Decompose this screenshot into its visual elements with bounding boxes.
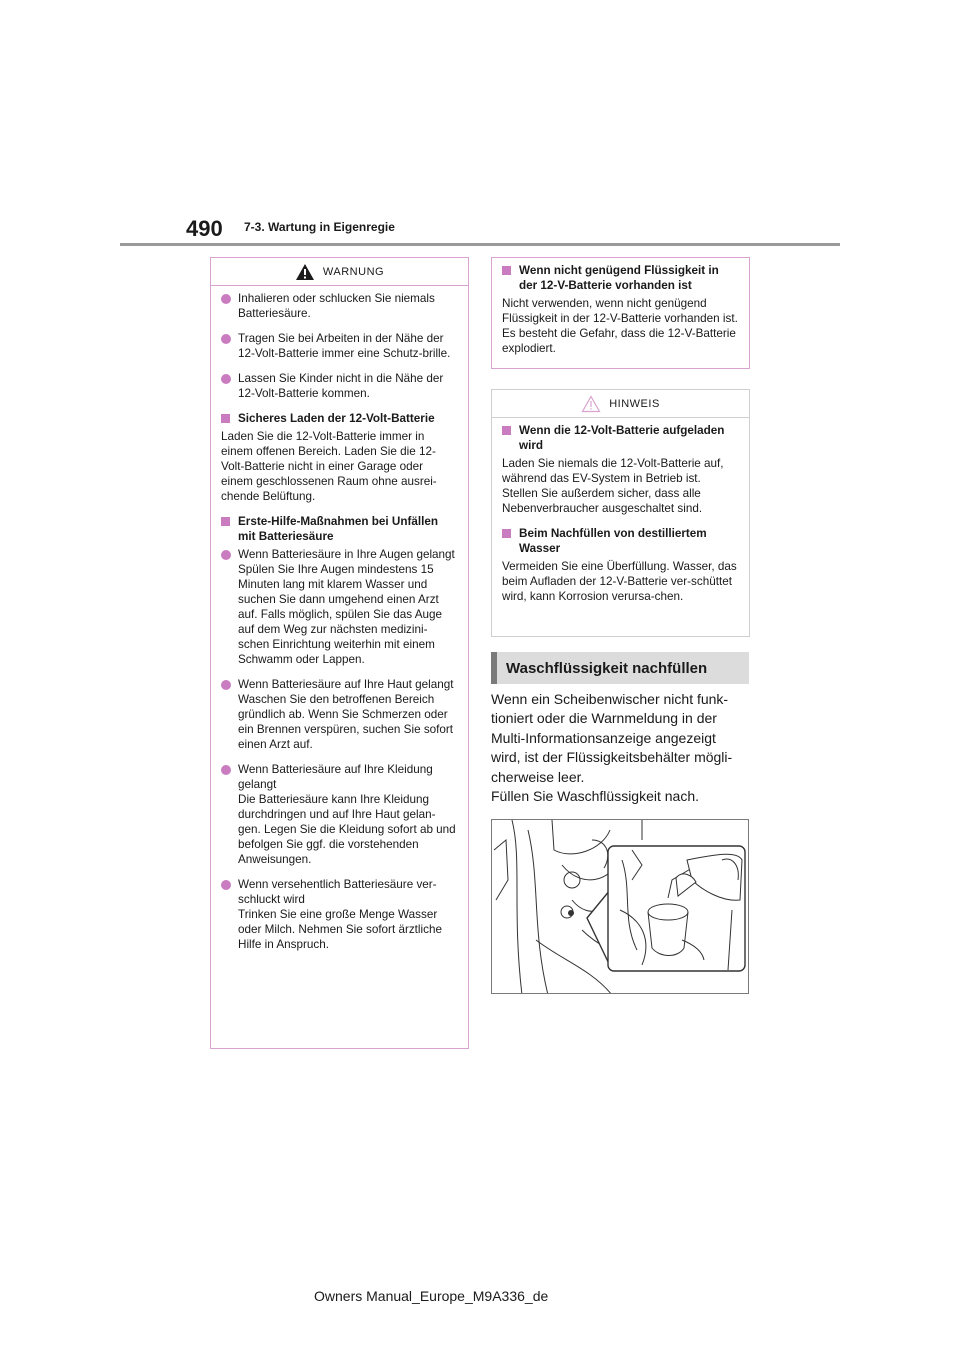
bullet-dot-icon [221, 334, 231, 344]
header-rule [120, 243, 840, 246]
warning-box-header [211, 258, 468, 286]
paragraph: Vermeiden Sie eine Überfüllung. Wasser, das beim Aufladen der 12-V-Batterie ver-schüttet wird, kann Korrosion verursa-chen. [502, 560, 737, 603]
paragraph: Laden Sie die 12-Volt-Batterie immer in einem offenen Bereich. Laden Sie die 12-Volt-Batterie nicht in einer Garage oder einem geschlossenen Raum ohne ausrei-chende Belüftung. [221, 430, 437, 503]
body-paragraph: Wenn ein Scheibenwischer nicht funk- tioniert oder die Warnmeldung in der Multi-Informationsanzeige angezeigt wird, ist der Flüssigkeitsbehälter mögli- cherweise leer. Füllen Sie Waschflüssigkeit nach. [491, 691, 733, 805]
square-bullet-icon [221, 517, 230, 526]
note-box [491, 389, 750, 637]
section-heading: Waschflüssigkeit nachfüllen [491, 652, 749, 684]
list-item: Wenn versehentlich Batteriesäure ver-schluckt wird Trinken Sie eine große Menge Wasser oder Milch. Nehmen Sie sofort ärztliche Hilfe in Anspruch. [221, 877, 458, 952]
washer-fluid-illustration [491, 819, 749, 994]
paragraph: Nicht verwenden, wenn nicht genügend Flüssigkeit in der 12-V-Batterie vorhanden ist. Es besteht die Gefahr, dass die 12-V-Batterie explodiert. [502, 297, 738, 355]
section-title: 7-3. Wartung in Eigenregie [244, 220, 395, 234]
list-item: Inhalieren oder schlucken Sie niemals Batteriesäure. [221, 291, 458, 321]
list-item: Wenn Batteriesäure auf Ihre Kleidung gelangt Die Batteriesäure kann Ihre Kleidung durchdringen und auf Ihre Haut gelan-gen. Legen Sie die Kleidung sofort ab und befolgen Sie ggf. die vorstehenden Anweisungen. [221, 762, 458, 867]
bullet-dot-icon [221, 294, 231, 304]
footer: Owners Manual_Europe_M9A336_de [314, 1288, 549, 1304]
bullet-dot-icon [221, 765, 231, 775]
bullet-dot-icon [221, 374, 231, 384]
bullet-dot-icon [221, 880, 231, 890]
square-bullet-icon [502, 266, 511, 275]
caution-triangle-icon [581, 395, 601, 413]
bullet-dot-icon [221, 550, 231, 560]
square-bullet-icon [502, 529, 511, 538]
list-item: Lassen Sie Kinder nicht in die Nähe der 12-Volt-Batterie kommen. [221, 371, 458, 401]
note-box-header [492, 390, 749, 418]
subheading: Erste-Hilfe-Maßnahmen bei Unfällen mit Batteriesäure [221, 514, 458, 544]
warning-box [210, 257, 469, 1049]
bullet-dot-icon [221, 680, 231, 690]
list-item: Wenn Batteriesäure auf Ihre Haut gelangt Waschen Sie den betroffenen Bereich gründlich ab. Wenn Sie Schmerzen oder ein Brennen verspüren, suchen Sie sofort einen Arzt auf. [221, 677, 458, 752]
list-item: Wenn Batteriesäure in Ihre Augen gelangt Spülen Sie Ihre Augen mindestens 15 Minuten lang mit klarem Wasser und suchen Sie dann umgehend einen Arzt auf. Falls möglich, spülen Sie das Auge auf dem Weg zur nächsten medizini-schen Einrichtung weiterhin mit einem Schwamm oder Lappen. [221, 547, 458, 667]
subheading: Beim Nachfüllen von destilliertem Wasser [502, 526, 739, 556]
square-bullet-icon [502, 426, 511, 435]
warning-title: WARNUNG [322, 265, 385, 278]
subheading: Wenn nicht genügend Flüssigkeit in der 12-V-Batterie vorhanden ist [502, 263, 739, 293]
warning-triangle-icon [295, 263, 315, 281]
square-bullet-icon [221, 414, 230, 423]
engine-bay-drawing-icon [492, 820, 749, 994]
paragraph: Laden Sie niemals die 12-Volt-Batterie auf, während das EV-System in Betrieb ist. Stellen Sie außerdem sicher, dass alle Nebenverbraucher ausgeschaltet sind. [502, 457, 724, 515]
list-item: Tragen Sie bei Arbeiten in der Nähe der 12-Volt-Batterie immer eine Schutz-brille. [221, 331, 458, 361]
warning-continued-box [491, 257, 750, 369]
page-number: 490 [186, 216, 223, 241]
subheading: Wenn die 12-Volt-Batterie aufgeladen wird [502, 423, 739, 453]
subheading: Sicheres Laden der 12-Volt-Batterie [221, 411, 458, 426]
note-title: HINWEIS [609, 397, 660, 410]
